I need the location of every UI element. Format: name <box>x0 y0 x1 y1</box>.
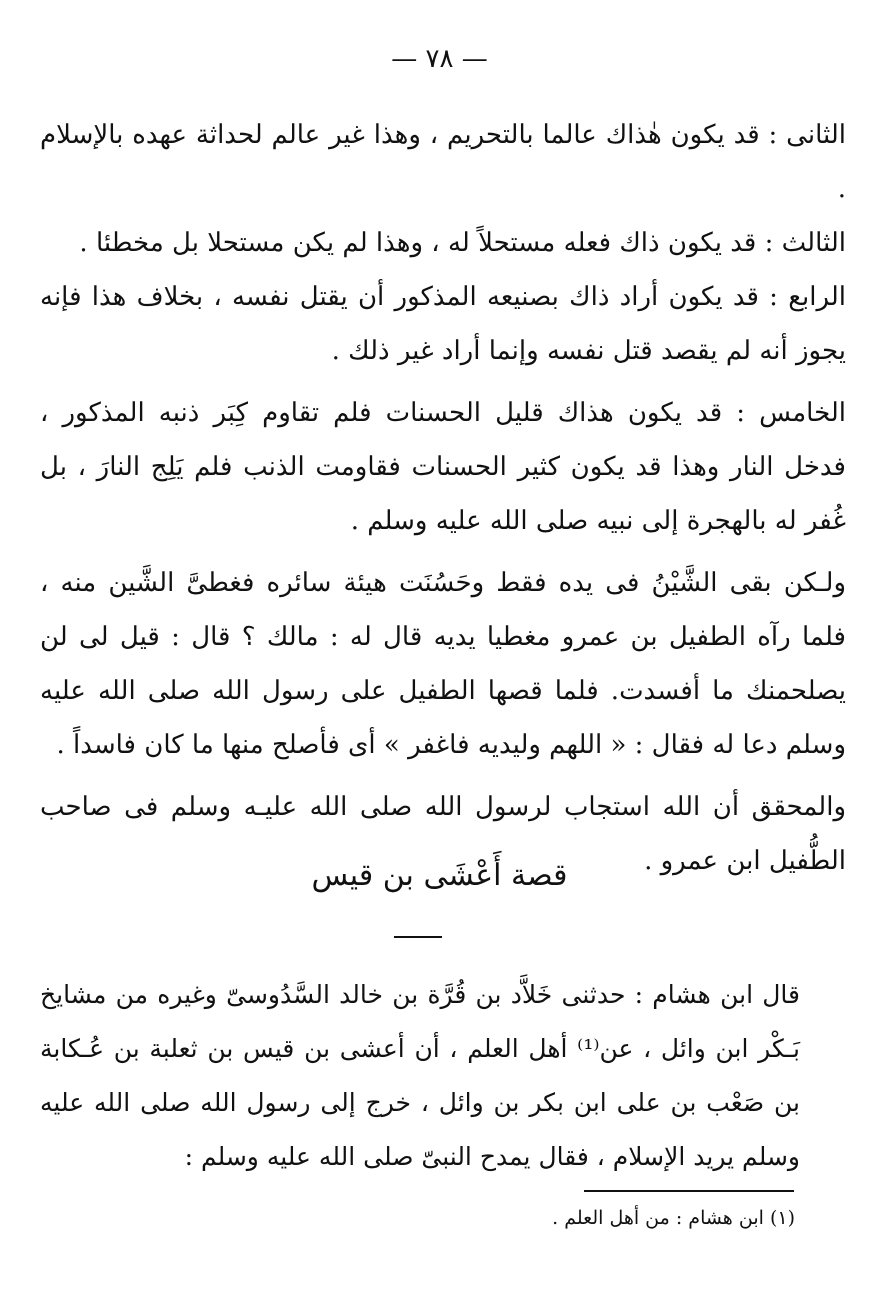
paragraph-second: الثانى : قد يكون هٰذاك عالما بالتحريم ، وهذا غير عالم لحداثة عهده بالإسلام . <box>40 120 846 204</box>
footnote-divider <box>584 1190 794 1192</box>
section-title: قصة أَعْشَى بن قيس <box>311 858 568 893</box>
paragraph-fifth: الخامس : قد يكون هذاك قليل الحسنات فلم تقاوم كِبَر ذنبه المذكور ، فدخل النار وهذا قد يكون كثير الحسنات فقاومت الذنب فلم يَلِج النارَ ، بل غُفر له بالهجرة إلى نبيه صلى الله عليه وسلم . <box>40 398 846 536</box>
story-paragraph: قال ابن هشام : حدثنى خَلاَّد بن قُرَّة بن خالد السَّدُوسىّ وغيره من مشايخ بَـكْر ابن وائل ، عن⁽¹⁾ أهل العلم ، أن أعشى بن قيس بن ثعلبة بن عُـكابة بن صَعْب بن على ابن بكر بن وائل ، خرج إلى رسول الله صلى الله عليه وسلم يريد الإسلام ، فقال يمدح النبىّ صلى الله عليه وسلم : <box>40 980 801 1171</box>
paragraph-conclusion: والمحقق أن الله استجاب لرسول الله صلى الله عليـه وسلم فى صاحب الطُّفيل ابن عمرو . <box>40 792 846 876</box>
main-text <box>40 108 846 888</box>
page-number: — ٧٨ — <box>391 44 488 74</box>
title-divider <box>394 936 442 938</box>
paragraph-tufail: ولـكن بقى الشَّيْنُ فى يده فقط وحَسُنَت هيئة سائره فغطىَّ الشَّين منه ، فلما رآه الطفيل بن عمرو مغطيا يديه قال له : مالك ؟ قال : قيل لى لن يصلحمنك ما أفسدت. فلما قصها الطفيل على رسول الله صلى الله عليه وسلم دعا له فقال : « اللهم وليديه فاغفر » أى فأصلح منها ما كان فاسداً . <box>40 568 846 760</box>
paragraph-third: الثالث : قد يكون ذاك فعله مستحلاً له ، وهذا لم يكن مستحلا بل مخطئا . <box>79 228 846 258</box>
footnote: (١) ابن هشام : من أهل العلم . <box>552 1207 795 1229</box>
story-text <box>40 968 800 1184</box>
paragraph-fourth: الرابع : قد يكون أراد ذاك بصنيعه المذكور أن يقتل نفسه ، بخلاف هذا فإنه يجوز أنه لم يقصد قتل نفسه وإنما أراد غير ذلك . <box>40 282 846 366</box>
